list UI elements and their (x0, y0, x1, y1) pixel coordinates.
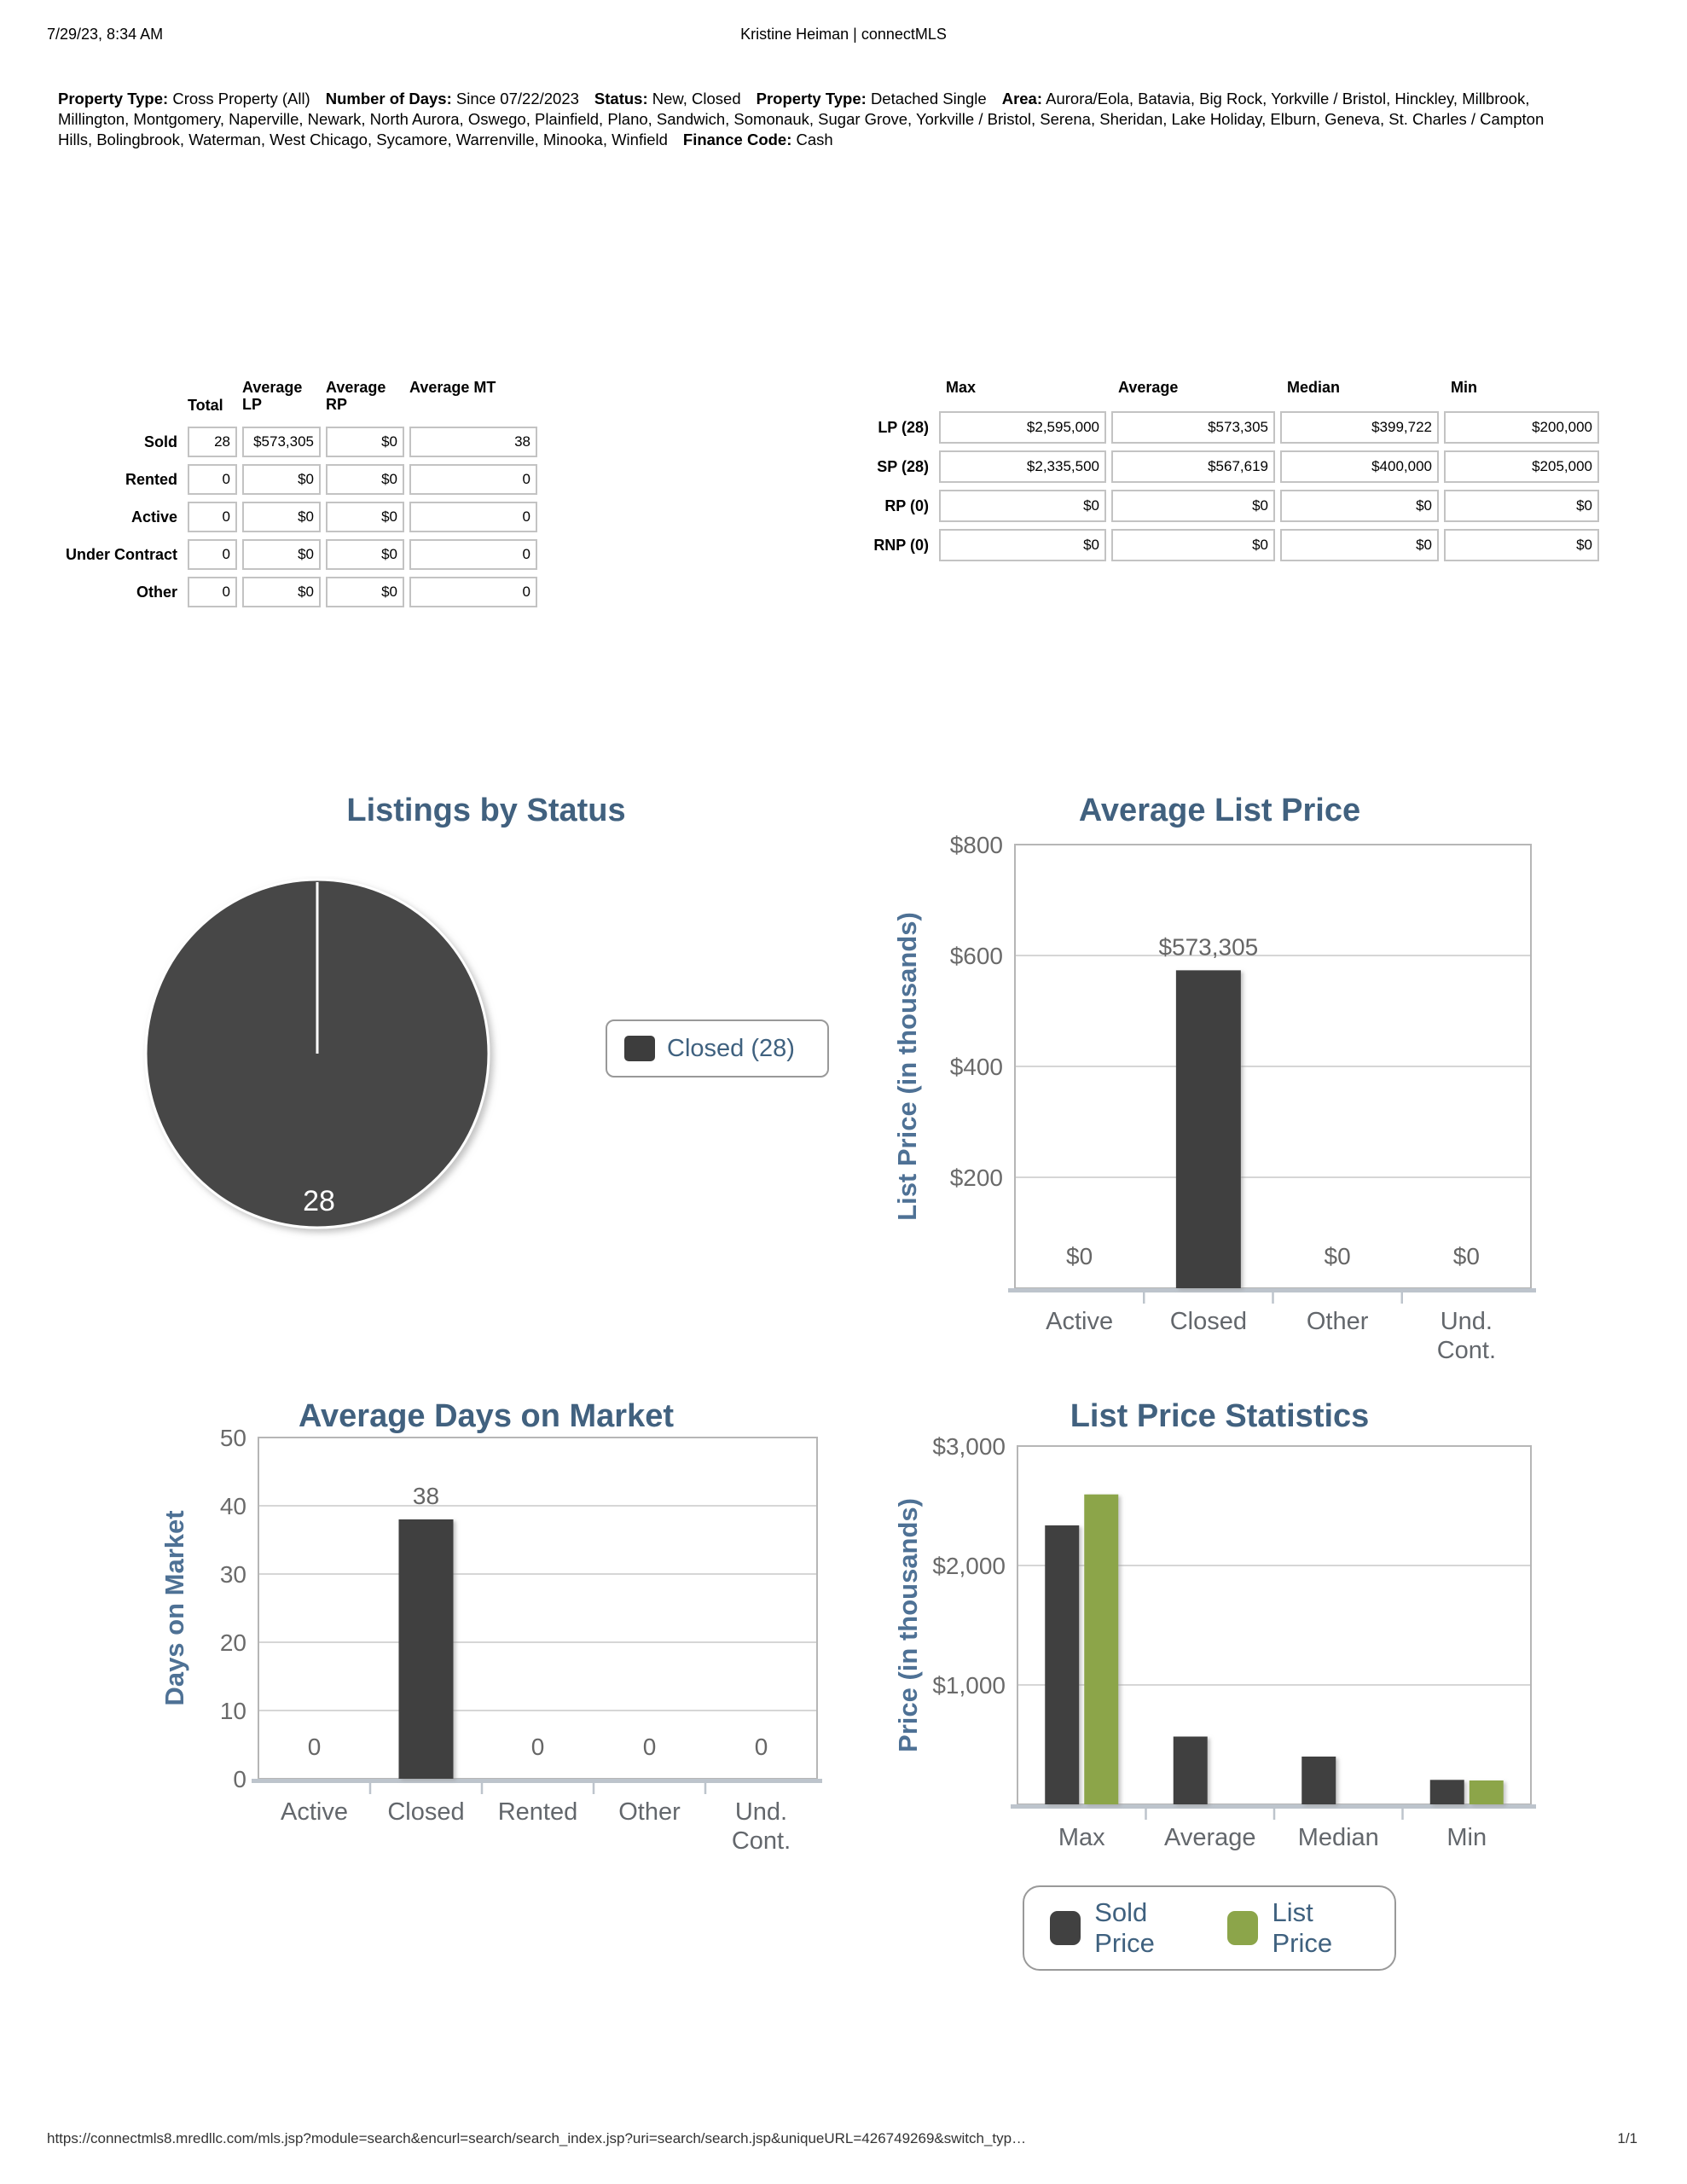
x-category-label: Closed (1169, 1308, 1248, 1335)
summary-cell: $0 (242, 577, 321, 607)
summary-cell: 0 (188, 502, 237, 532)
summary-cell: 0 (188, 539, 237, 570)
x-category-label: Und. (734, 1798, 788, 1826)
y-axis-title: List Price (in thousands) (892, 912, 922, 1221)
bar-sold-price (1301, 1757, 1336, 1804)
stats-col-median: Median (1287, 379, 1341, 396)
criteria-property-type: Property Type: Cross Property (All) (58, 90, 310, 107)
x-category-label: Active (1046, 1308, 1114, 1335)
summary-cell: 28 (188, 427, 237, 457)
row-label: Active (130, 508, 177, 526)
plot-border (258, 1438, 817, 1779)
bar-sold-price (1430, 1780, 1464, 1804)
x-category-label: Und. (1440, 1308, 1493, 1335)
y-axis-title: Days on Market (159, 1510, 189, 1706)
summary-table (55, 379, 537, 614)
summary-col-average-mt: Average MT (409, 379, 496, 396)
y-tick-label: $1,000 (932, 1672, 1006, 1699)
pie-legend (606, 1019, 829, 1077)
summary-cell: $0 (242, 464, 321, 495)
sold-price-legend-swatch (1050, 1911, 1081, 1945)
row-label: RNP (0) (873, 536, 929, 554)
pie-svg (136, 876, 503, 1243)
bar (399, 1519, 454, 1779)
chart-listings-by-status (119, 781, 853, 1344)
page-indicator: 1/1 (1617, 2130, 1638, 2146)
criteria-number-of-days: Number of Days: Since 07/22/2023 (325, 90, 579, 107)
criteria-finance-code: Finance Code: Cash (682, 131, 833, 148)
y-tick-label: 30 (219, 1561, 246, 1588)
bar-chart-svg (119, 1386, 853, 2060)
x-category-label: Closed (387, 1798, 465, 1826)
legend-label: Closed (28) (667, 1034, 795, 1062)
bar-value-label: 0 (530, 1734, 545, 1760)
row-label: Sold (144, 433, 177, 450)
bar-list-price (1470, 1780, 1504, 1804)
x-category-label: Active (281, 1798, 348, 1826)
stats-cell: $0 (1444, 529, 1599, 561)
stats-cell: $0 (1280, 490, 1439, 522)
y-tick-label: 40 (219, 1493, 246, 1519)
stats-row-rp (832, 490, 1599, 522)
y-tick-label: $3,000 (932, 1433, 1006, 1460)
summary-cell: $0 (242, 502, 321, 532)
stats-cell: $0 (1444, 490, 1599, 522)
bar-value-label: 0 (307, 1734, 322, 1760)
chart-average-list-price (853, 781, 1586, 1429)
stats-table-header (832, 379, 1599, 399)
summary-cell: $0 (326, 539, 404, 570)
chart-average-days-on-market (119, 1386, 853, 2060)
stats-col-min: Min (1451, 379, 1477, 396)
y-tick-label: 0 (233, 1766, 246, 1792)
stats-cell: $0 (1111, 490, 1275, 522)
summary-row-other (55, 577, 537, 607)
criteria-status: Status: New, Closed (594, 90, 741, 107)
x-category-label: Cont. (1436, 1337, 1497, 1364)
chart-title: Average Days on Market (298, 1398, 674, 1434)
legend-label: List Price (1272, 1897, 1333, 1958)
summary-cell: $0 (242, 539, 321, 570)
row-label: Under Contract (65, 545, 177, 563)
summary-cell: 0 (188, 577, 237, 607)
summary-col-average-rp: Average RP (326, 379, 386, 413)
bar-list-price (1084, 1495, 1118, 1804)
x-category-label: Average (1164, 1824, 1256, 1851)
row-label: Rented (125, 470, 177, 488)
summary-col-average-lp: Average LP (242, 379, 303, 413)
stats-cell: $200,000 (1444, 411, 1599, 444)
chart-title: Listings by Status (346, 793, 626, 828)
y-tick-label: $2,000 (932, 1553, 1006, 1579)
x-category-label: Max (1058, 1824, 1105, 1851)
x-category-label: Other (1306, 1308, 1369, 1335)
summary-cell: 38 (409, 427, 537, 457)
row-label: Other (136, 583, 177, 601)
summary-row-rented (55, 464, 537, 495)
stats-cell: $573,305 (1111, 411, 1275, 444)
legend-label: Sold Price (1094, 1897, 1155, 1958)
print-title: Kristine Heiman | connectMLS (740, 26, 947, 43)
chart-title: List Price Statistics (1070, 1398, 1370, 1434)
summary-cell: 0 (409, 464, 537, 495)
row-label: SP (28) (877, 457, 929, 475)
summary-cell: $0 (326, 502, 404, 532)
x-category-label: Other (618, 1798, 681, 1826)
stats-cell: $399,722 (1280, 411, 1439, 444)
stats-cell: $0 (1280, 529, 1439, 561)
bar-value-label: $0 (1452, 1243, 1480, 1269)
stats-cell: $2,335,500 (939, 450, 1106, 483)
x-category-label: Cont. (731, 1827, 791, 1855)
x-category-label: Median (1297, 1824, 1379, 1851)
criteria-area: Area: Aurora/Eola, Batavia, Big Rock, Yorkville / Bristol, Hinckley, Millbrook, Millington, Montgomery, Naperville, Newark, North Aurora, Oswego, Plainfield, Plano, Sandwich, Somonauk, Sugar Grove, Yorkville / Bristol, Serena, Sheridan, Lake Holiday, Elburn, Geneva, St. Charles / Campton Hills, Bolingbrook, Waterman, West Chicago, Sycamore, Warrenville, Minooka, Winfield (58, 90, 1545, 148)
summary-col-total: Total (188, 397, 223, 414)
stats-row-rnp (832, 529, 1599, 561)
summary-cell: 0 (188, 464, 237, 495)
chart-list-price-statistics (853, 1386, 1586, 2094)
stats-col-average: Average (1118, 379, 1179, 396)
x-axis-line (252, 1779, 822, 1783)
stats-row-sp (832, 450, 1599, 483)
stats-cell: $0 (1111, 529, 1275, 561)
summary-table-header (55, 379, 537, 423)
bar-value-label: $0 (1324, 1243, 1351, 1269)
summary-cell: 0 (409, 577, 537, 607)
bar-sold-price (1174, 1737, 1208, 1804)
bar-chart-svg (853, 832, 1586, 1429)
pie-value-label: 28 (303, 1185, 335, 1217)
x-category-label: Rented (497, 1798, 578, 1826)
x-category-label: Min (1446, 1824, 1487, 1851)
bar-value-label: $573,305 (1158, 933, 1259, 961)
y-tick-label: $800 (949, 832, 1003, 858)
price-stats-table (832, 379, 1599, 568)
y-tick-label: 50 (219, 1425, 246, 1451)
stats-cell: $205,000 (1444, 450, 1599, 483)
stats-cell: $567,619 (1111, 450, 1275, 483)
bar (1176, 970, 1241, 1288)
price-series-legend (1023, 1885, 1396, 1971)
stats-cell: $2,595,000 (939, 411, 1106, 444)
stats-col-max: Max (946, 379, 977, 396)
list-price-legend-swatch (1227, 1911, 1258, 1945)
y-axis-title: Price (in thousands) (893, 1498, 923, 1752)
print-date: 7/29/23, 8:34 AM (47, 26, 164, 43)
summary-row-active (55, 502, 537, 532)
bar-value-label: $0 (1066, 1243, 1093, 1269)
summary-cell: $0 (326, 464, 404, 495)
summary-cell: 0 (409, 539, 537, 570)
row-label: RP (0) (884, 497, 929, 514)
y-tick-label: $400 (949, 1054, 1003, 1080)
summary-cell: $0 (326, 427, 404, 457)
summary-row-under-contract (55, 539, 537, 570)
summary-row-sold (55, 427, 537, 457)
summary-cell: $573,305 (242, 427, 321, 457)
y-tick-label: $600 (949, 943, 1003, 969)
footer-url: https://connectmls8.mredllc.com/mls.jsp?module=search&encurl=search/search_index.jsp?uri=search/search.jsp&uniqueURL=426749269&switch_typ… (47, 2130, 1027, 2146)
y-tick-label: $200 (949, 1165, 1003, 1191)
bar-sold-price (1045, 1525, 1079, 1804)
row-label: LP (28) (878, 418, 929, 436)
search-criteria (58, 89, 1549, 150)
summary-cell: $0 (326, 577, 404, 607)
stats-cell: $400,000 (1280, 450, 1439, 483)
y-tick-label: 10 (219, 1698, 246, 1724)
bar-value-label: 0 (642, 1734, 657, 1760)
stats-cell: $0 (939, 529, 1106, 561)
bar-value-label: 0 (754, 1734, 768, 1760)
chart-title: Average List Price (1078, 793, 1361, 828)
bar-value-label: 38 (412, 1483, 440, 1509)
y-tick-label: 20 (219, 1629, 246, 1656)
summary-cell: 0 (409, 502, 537, 532)
stats-row-lp (832, 411, 1599, 444)
criteria-property-type-2: Property Type: Detached Single (756, 90, 987, 107)
grouped-bar-chart-svg (853, 1386, 1586, 1881)
closed-legend-swatch (624, 1036, 655, 1061)
stats-cell: $0 (939, 490, 1106, 522)
